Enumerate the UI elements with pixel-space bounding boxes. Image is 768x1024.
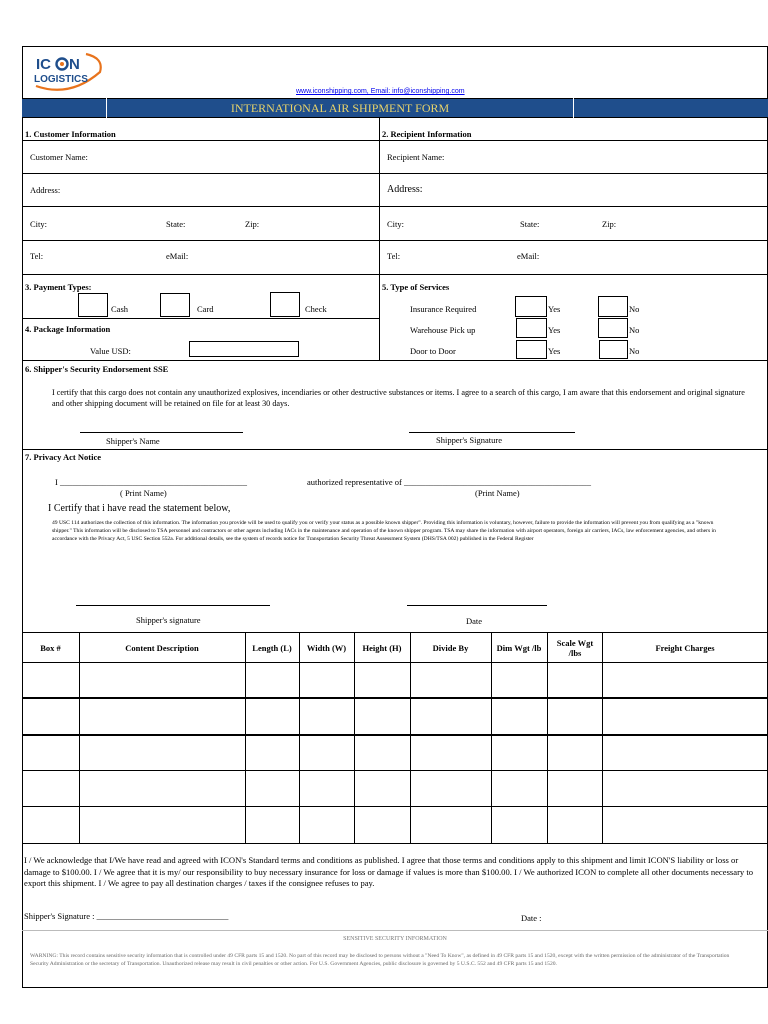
privacy-signature-label: Shipper's signature (136, 615, 201, 625)
customer-state-field[interactable]: State: (166, 219, 186, 229)
col-divide-by: Divide By (432, 643, 469, 653)
package-heading: 4. Package Information (25, 324, 111, 334)
sse-heading: 6. Shipper's Security Endorsement SSE (25, 364, 169, 374)
door-label: Door to Door (410, 346, 456, 356)
recipient-heading: 2. Recipient Information (382, 129, 472, 139)
table-row[interactable] (23, 736, 767, 770)
shipper-signature-line[interactable] (409, 432, 575, 433)
card-checkbox[interactable] (160, 293, 190, 317)
warehouse-yes-checkbox[interactable] (516, 318, 547, 338)
final-signature-field[interactable]: Shipper's Signature : _______________________________ (24, 911, 229, 921)
recipient-name-field[interactable]: Recipient Name: (387, 152, 445, 162)
warehouse-no-checkbox[interactable] (598, 318, 628, 338)
privacy-fine-print: 49 USC 114 authorizes the collection of this information. The information you provide will be used to qualify you or verify your status as a possible known shipper". Providing this information is voluntary, however, failure to provide the information will prevent you from qualifying as a "known shipper." This information will be disclosed to TSA personnel and contractors or other agents including IACs in the maintenance and operation of the known shipper program. TSA may share the information with airport operators, foreign air carriers, IACs, law enforcement agencies, and others in accordance with the Privacy Act, 5 USC Section 552a. For additional details, see the system of records notice for Transportation Security Threat Assessment System (DHS/TSA 002) published in the Federal Register (52, 520, 716, 542)
privacy-date-label: Date (466, 616, 483, 626)
recipient-tel-field[interactable]: Tel: (387, 251, 401, 261)
col-length: Length (L) (252, 643, 292, 653)
customer-tel-field[interactable]: Tel: (30, 251, 44, 261)
door-no-checkbox[interactable] (599, 340, 628, 359)
terms-statement: I / We acknowledge that I/We have read and agreed with ICON's Standard terms and conditions as published. I agree that those terms and conditions apply to this shipment and limit ICON'S liability or loss or damage to $100.00. I / We agree that it is my/ our responsibility to buy necessary insurance for loss or damage if values is more than $100.00. I / We authorized ICON to complete all other documents necessary to export this shipment. I / We agree to pay all destination charges / taxes if the consignee refuses to pay. (24, 855, 754, 888)
door-yes-label: Yes (548, 346, 561, 356)
col-width: Width (W) (306, 643, 347, 653)
warehouse-label: Warehouse Pick up (410, 325, 476, 335)
shipper-name-line[interactable] (80, 432, 243, 433)
section-divider (379, 118, 380, 360)
print-name-label-1: ( Print Name) (120, 488, 167, 498)
insurance-yes-checkbox[interactable] (515, 296, 547, 317)
cash-checkbox[interactable] (78, 293, 108, 317)
table-row[interactable] (23, 664, 767, 698)
sse-statement: I certify that this cargo does not contain any unauthorized explosives, incendiaries or other destructive substances or items. I agree to a search of this cargo, I am aware that this endorsement and original signature and other shipping document will be retained on file for at least 30 days. (52, 388, 745, 408)
table-row[interactable] (23, 700, 767, 734)
door-no-label: No (629, 346, 640, 356)
certify-statement: I Certify that i have read the statement below, (48, 503, 231, 514)
col-height: Height (H) (362, 643, 402, 653)
insurance-label: Insurance Required (410, 304, 477, 314)
recipient-zip-field[interactable]: Zip: (602, 219, 617, 229)
customer-heading: 1. Customer Information (25, 129, 116, 139)
privacy-signature-line[interactable] (76, 605, 270, 606)
door-yes-checkbox[interactable] (516, 340, 547, 359)
services-heading: 5. Type of Services (382, 282, 450, 292)
recipient-city-field[interactable]: City: (387, 219, 405, 229)
col-box-number: Box # (40, 643, 61, 653)
shipper-name-label: Shipper's Name (106, 436, 160, 446)
final-date-field[interactable]: Date : (521, 913, 542, 923)
col-content-description: Content Description (125, 643, 199, 653)
col-scale-weight: Scale Wgt /lbs (556, 638, 594, 658)
svg-text:IC: IC (36, 56, 51, 73)
col-freight-charges: Freight Charges (655, 643, 715, 653)
table-row[interactable] (23, 771, 767, 806)
security-warning: WARNING: This record contains sensitive security information that is controlled under 49 CFR parts 15 and 1520. No part of this record may be disclosed to persons without a "Need To Know", as defined in 49 CFR parts 15 and 1520, except with the written permission of the administrator of the Transportation Security Administration or the secretary of Transportation. Unauthorized release may result in civil penalties or other action. For U.S. Government Agencies, public disclosure is governed by 5 U.S.C. 552 and 49 CFR parts 15 and 1520. (30, 953, 730, 967)
insurance-no-checkbox[interactable] (598, 296, 628, 317)
customer-address-field[interactable]: Address: (30, 185, 61, 195)
customer-name-field[interactable]: Customer Name: (30, 152, 88, 162)
shipper-signature-label: Shipper's Signature (436, 435, 502, 445)
recipient-email-field[interactable]: eMail: (517, 251, 540, 261)
warehouse-no-label: No (629, 325, 640, 335)
insurance-no-label: No (629, 304, 640, 314)
value-label: Value USD: (90, 346, 131, 356)
cash-label: Cash (111, 304, 128, 314)
insurance-yes-label: Yes (548, 304, 561, 314)
col-dim-weight: Dim Wgt /lb (496, 643, 542, 653)
recipient-address-field[interactable]: Address: (387, 184, 423, 195)
payment-heading: 3. Payment Types: (25, 282, 92, 292)
svg-text:N: N (69, 56, 80, 73)
card-label: Card (197, 304, 214, 314)
warehouse-yes-label: Yes (548, 325, 561, 335)
privacy-heading: 7. Privacy Act Notice (25, 452, 101, 462)
customer-zip-field[interactable]: Zip: (245, 219, 260, 229)
contact-line[interactable]: www.iconshipping.com, Email: info@iconshipping.com (296, 88, 465, 95)
table-row[interactable] (23, 807, 767, 843)
check-checkbox[interactable] (270, 292, 300, 317)
customer-city-field[interactable]: City: (30, 219, 48, 229)
svg-text:LOGISTICS: LOGISTICS (34, 74, 88, 85)
representative-name-field[interactable]: I ____________________________________________ (55, 477, 247, 487)
authorized-rep-field[interactable]: authorized representative of ____________________________________________ (307, 477, 591, 487)
print-name-label-2: (Print Name) (475, 488, 520, 498)
privacy-date-line[interactable] (407, 605, 547, 606)
value-usd-input[interactable] (189, 341, 299, 357)
form-title: INTERNATIONAL AIR SHIPMENT FORM (230, 101, 450, 115)
ssi-label: SENSITIVE SECURITY INFORMATION (343, 936, 447, 942)
customer-email-field[interactable]: eMail: (166, 251, 189, 261)
check-label: Check (305, 304, 327, 314)
company-logo (30, 50, 106, 94)
recipient-state-field[interactable]: State: (520, 219, 540, 229)
